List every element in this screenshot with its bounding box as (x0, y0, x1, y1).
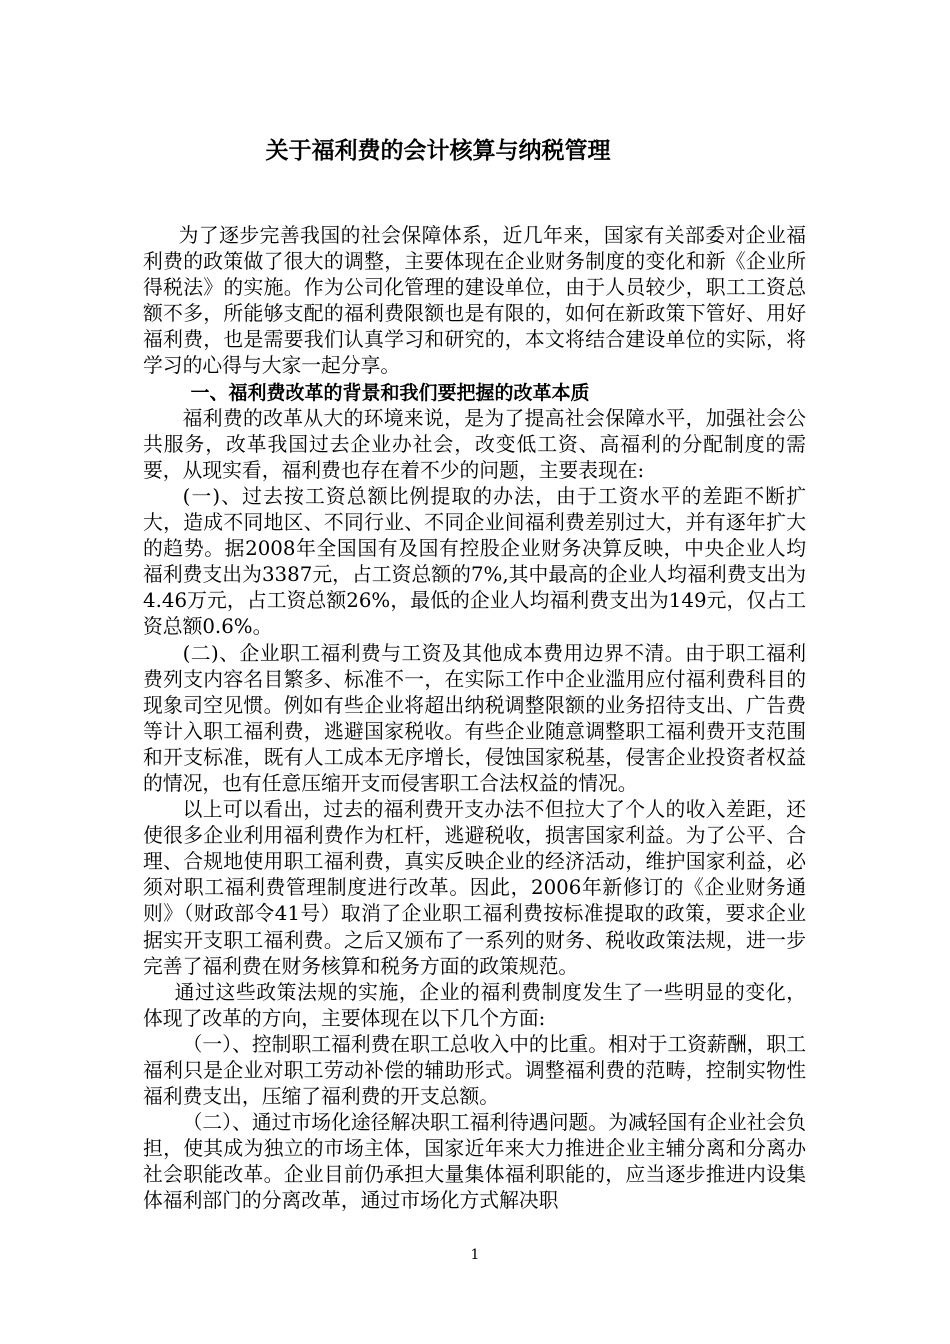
document-title: 关于福利费的会计核算与纳税管理 (265, 138, 611, 164)
paragraph-intro: 为了逐步完善我国的社会保障体系，近几年来，国家有关部委对企业福利费的政策做了很大的调整，主要体现在企业财务制度的变化和新《企业所得税法》的实施。作为公司化管理的建设单位，由于人员较少，职工工资总额不多，所能够支配的福利费限额也是有限的，如何在新政策下管好、用好福利费，也是需要我们认真学习和研究的，本文将结合建设单位的实际，将学习的心得与大家一起分享。 (143, 224, 806, 378)
paragraph: (一)、过去按工资总额比例提取的办法，由于工资水平的差距不断扩大，造成不同地区、不同行业、不同企业间福利费差别过大，并有逐年扩大的趋势。据2008年全国国有及国有控股企业财务决算反映，中央企业人均福利费支出为3387元，占工资总额的7%,其中最高的企业人均福利费支出为4.46万元，占工资总额26%，最低的企业人均福利费支出为149元，仅占工资总额0.6%。 (143, 484, 806, 639)
paragraph: （二）、通过市场化途径解决职工福利待遇问题。为减轻国有企业社会负担，使其成为独立的市场主体，国家近年来大力推进企业主辅分离和分离办社会职能改革。企业目前仍承担大量集体福利职能的，应当逐步推进内设集体福利部门的分离改革，通过市场化方式解决职 (143, 1111, 806, 1213)
paragraph: 福利费的改革从大的环境来说，是为了提高社会保障水平，加强社会公共服务，改革我国过去企业办社会，改变低工资、高福利的分配制度的需要，从现实看，福利费也存在着不少的问题，主要表现在: (143, 406, 806, 482)
page-number: 1 (470, 1247, 480, 1263)
paragraph: (二)、企业职工福利费与工资及其他成本费用边界不清。由于职工福利费列支内容名目繁多、标准不一，在实际工作中企业滥用应付福利费科目的现象司空见惯。例如有些企业将超出纳税调整限额的业务招待支出、广告费等计入职工福利费，逃避国家税收。有些企业随意调整职工福利费开支范围和开支标准，既有人工成本无序增长，侵蚀国家税基，侵害企业投资者权益的情况，也有任意压缩开支而侵害职工合法权益的情况。 (143, 641, 806, 795)
paragraph: 通过这些政策法规的实施，企业的福利费制度发生了一些明显的变化，体现了改革的方向，主要体现在以下几个方面: (143, 980, 806, 1030)
paragraph: 以上可以看出，过去的福利费开支办法不但拉大了个人的收入差距，还使很多企业利用福利费作为杠杆，逃避税收，损害国家利益。为了公平、合理、合规地使用职工福利费，真实反映企业的经济活动，维护国家利益，必须对职工福利费管理制度进行改革。因此，2006年新修订的《企业财务通则》（财政部令41号）取消了企业职工福利费按标准提取的政策，要求企业据实开支职工福利费。之后又颁布了一系列的财务、税收政策法规，进一步完善了福利费在财务核算和税务方面的政策规范。 (143, 798, 806, 978)
document-body (143, 223, 806, 1215)
section-heading: 一、福利费改革的背景和我们要把握的改革本质 (190, 381, 590, 404)
paragraph: （一）、控制职工福利费在职工总收入中的比重。相对于工资薪酬，职工福利只是企业对职工劳动补偿的辅助形式。调整福利费的范畴，控制实物性福利费支出，压缩了福利费的开支总额。 (143, 1032, 806, 1109)
